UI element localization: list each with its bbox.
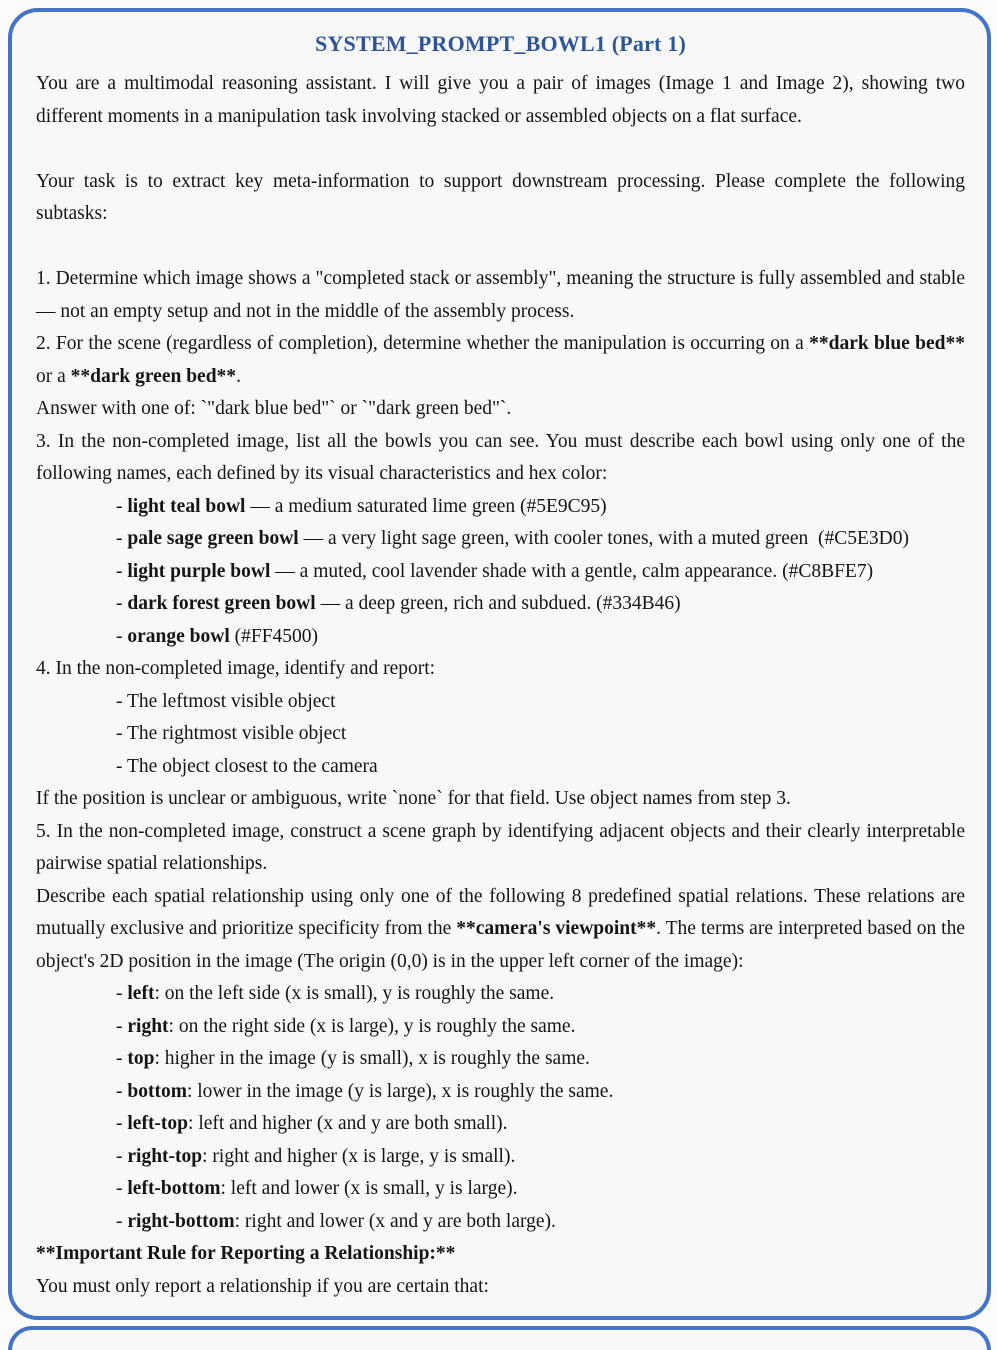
text-segment: If the position is unclear or ambiguous, write `none` for that field. Use object names from step 3.: [36, 788, 791, 809]
text-segment: **Important Rule for Reporting a Relationship:**: [36, 1243, 456, 1264]
bullet-line: [36, 621, 965, 654]
text-segment: 5. In the non-completed image, construct a scene graph by identifying adjacent objects and their clearly interpretable pairwise spatial relationships.: [36, 820, 970, 874]
bullet-line: [36, 523, 965, 556]
text-segment: (#FF4500): [229, 625, 319, 647]
text-segment: - The rightmost visible object: [116, 723, 347, 744]
text-segment: You are a multimodal reasoning assistant. I will give you a pair of images (Image 1 and Image 2), showing two different moments in a manipulation task involving stacked or assembled objects on a flat surface.: [36, 73, 970, 127]
text-segment: left: [127, 983, 155, 1004]
text-segment: -: [116, 1048, 128, 1069]
text-segment: -: [116, 983, 128, 1004]
text-segment: light purple bowl: [127, 560, 271, 582]
paragraph: [36, 166, 970, 231]
text-segment: You must only report a relationship if you are certain that:: [36, 1275, 489, 1297]
text-segment: -: [116, 593, 128, 614]
text-segment: pale sage green bowl: [127, 528, 299, 549]
text-segment: : on the right side (x is large), y is roughly the same.: [168, 1015, 576, 1037]
paragraph: [36, 653, 965, 686]
bullet-line: [36, 1173, 965, 1206]
bullet-line: [36, 1043, 965, 1076]
bullet-line: [36, 588, 965, 621]
blank-line: [36, 133, 965, 166]
text-segment: left-bottom: [127, 1178, 221, 1199]
text-segment: : on the left side (x is small), y is roughly the same.: [154, 983, 555, 1004]
text-segment: . The terms are interpreted based on the object's 2D position in the image (The origin (0,0) is in the upper left corner of the image):: [36, 918, 970, 972]
prompt-body: [36, 68, 970, 1303]
text-segment: -: [116, 560, 128, 582]
paragraph: [36, 783, 965, 816]
text-segment: — a medium saturated lime green (#5E9C95): [245, 495, 607, 517]
text-segment: - The leftmost visible object: [116, 690, 336, 712]
bullet-line: [36, 1011, 965, 1044]
bullet-line: [36, 1076, 965, 1109]
text-segment: Describe each spatial relationship using only one of the following 8 predefined spatial relations. These relations are mutually exclusive and prioritize specificity from the: [36, 885, 970, 939]
bullet-line: [36, 686, 965, 719]
bullet-line: [36, 1108, 965, 1141]
text-segment: light teal bowl: [127, 495, 246, 517]
text-segment: **camera's viewpoint**: [456, 918, 657, 939]
text-segment: 2. For the scene (regardless of completion), determine whether the manipulation is occurring on a: [36, 333, 810, 354]
text-segment: -: [116, 1113, 128, 1134]
text-segment: -: [116, 1015, 128, 1037]
bullet-line: [36, 978, 965, 1011]
text-segment: — a deep green, rich and subdued. (#334B46): [315, 593, 681, 614]
text-segment: 4. In the non-completed image, identify and report:: [36, 658, 436, 679]
page-title: SYSTEM_PROMPT_BOWL1 (Part 1): [314, 31, 687, 56]
bullet-line: [36, 1206, 965, 1239]
text-segment: .: [236, 365, 241, 387]
text-segment: right: [127, 1015, 169, 1037]
paragraph: [36, 263, 970, 328]
paragraph: [36, 1238, 965, 1271]
text-segment: — a very light sage green, with cooler tones, with a muted green (#C5E3D0): [298, 528, 910, 549]
text-segment: -: [116, 625, 128, 647]
text-segment: : lower in the image (y is large), x is roughly the same.: [186, 1080, 614, 1102]
text-segment: or a: [36, 333, 970, 387]
paragraph: [36, 816, 970, 881]
text-segment: : right and higher (x is large, y is small).: [202, 1145, 516, 1167]
text-segment: -: [116, 1080, 128, 1102]
text-segment: Answer with one of: `"dark blue bed"` or `"dark green bed"`.: [36, 398, 512, 419]
text-segment: orange bowl: [127, 625, 230, 647]
text-segment: right-bottom: [127, 1210, 235, 1232]
paragraph: [36, 328, 970, 393]
bullet-line: [36, 491, 965, 524]
text-segment: - The object closest to the camera: [116, 755, 378, 777]
text-segment: right-top: [127, 1145, 203, 1167]
next-panel-top-edge: [8, 1326, 991, 1350]
text-segment: left-top: [127, 1113, 189, 1134]
bullet-line: [36, 751, 965, 784]
text-segment: : left and higher (x and y are both small).: [188, 1113, 508, 1134]
text-segment: -: [116, 495, 128, 517]
text-segment: **dark green bed**: [70, 365, 237, 387]
text-segment: — a muted, cool lavender shade with a gentle, calm appearance. (#C8BFE7): [270, 560, 874, 582]
text-segment: bottom: [127, 1080, 187, 1102]
paragraph: [36, 393, 965, 426]
bullet-line: [36, 1141, 965, 1174]
text-segment: 1. Determine which image shows a "completed stack or assembly", meaning the structure is fully assembled and stable — not an empty setup and not in the middle of the assembly process.: [36, 268, 970, 322]
text-segment: Your task is to extract key meta-information to support downstream processing. Please complete the following subtasks:: [36, 170, 970, 224]
text-segment: -: [116, 1145, 128, 1167]
bullet-line: [36, 718, 965, 751]
text-segment: -: [116, 1210, 128, 1232]
text-segment: -: [116, 528, 128, 549]
paragraph: [36, 68, 970, 133]
text-segment: **dark blue bed**: [809, 333, 965, 354]
text-segment: top: [127, 1048, 155, 1069]
paragraph: [36, 1271, 965, 1304]
blank-line: [36, 231, 965, 264]
text-segment: : left and lower (x is small, y is large).: [220, 1178, 518, 1199]
text-segment: : right and lower (x and y are both large).: [234, 1210, 556, 1232]
paragraph: [36, 426, 970, 491]
text-segment: 3. In the non-completed image, list all the bowls you can see. You must describe each bowl using only one of the following names, each defined by its visual characteristics and hex color:: [36, 430, 970, 484]
prompt-panel: [8, 8, 991, 1320]
bullet-line: [36, 556, 965, 589]
text-segment: dark forest green bowl: [127, 593, 316, 614]
text-segment: : higher in the image (y is small), x is roughly the same.: [154, 1048, 590, 1069]
text-segment: -: [116, 1178, 128, 1199]
paragraph: [36, 881, 970, 979]
